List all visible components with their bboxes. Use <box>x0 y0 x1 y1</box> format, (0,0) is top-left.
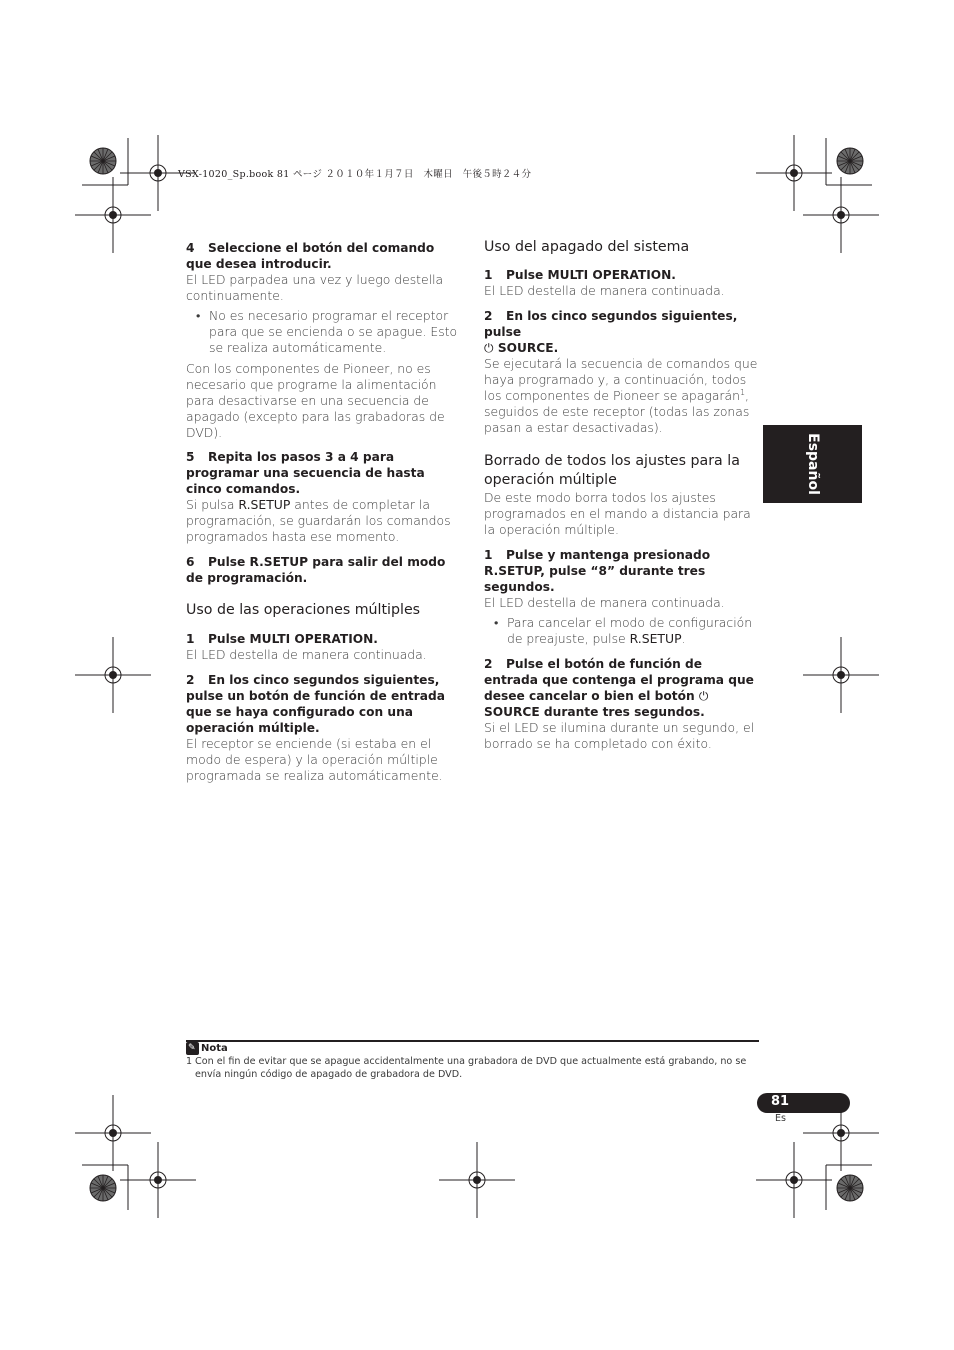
step-4-paragraph: Con los componentes de Pioneer, no es necesario que programe la alimentación para desactivarse en una secuencia de apagado (excepto para las grabadoras de DVD). <box>186 361 445 440</box>
registration-mark <box>803 177 879 253</box>
clear-step-1-body: El LED destella de manera continuada. <box>484 595 725 610</box>
print-header: VSX-1020_Sp.book 81 ページ ２０１０年１月７日 木曜日 午後５時２４分 <box>178 169 532 180</box>
off-step-2-body: Se ejecutará la secuencia de comandos que haya programado y, a continuación, todos los componentes de Pioneer se apagarán$^1$, seguidos de este receptor (todas las zonas pasan a estar desactivadas). <box>484 356 758 435</box>
note-divider <box>186 1040 759 1042</box>
heading-system-off: Uso del apagado del sistema <box>484 239 690 255</box>
page-language: Es <box>775 1113 786 1124</box>
left-column <box>186 240 461 784</box>
off-step-1-title: 1 Pulse MULTI OPERATION. <box>484 268 676 282</box>
off-step-2-title: 2 En los cinco segundos siguientes, pulse ⏻ SOURCE. <box>484 309 738 355</box>
star-target-top-right <box>837 148 863 174</box>
footnote: 1 Con el fin de evitar que se apague accidentalmente una grabadora de DVD que actualmente está grabando, no se envía ningún código de apagado de grabadora de DVD. <box>186 1056 747 1080</box>
step-4-body: El LED parpadea una vez y luego destella continuamente. <box>186 272 444 303</box>
heading-multi-operation: Uso de las operaciones múltiples <box>186 602 421 618</box>
clear-step-2-title: 2 Pulse el botón de función de entrada que contenga el programa que desee cancelar o bien el botón ⏻ SOURCE durante tres segundos. <box>484 657 754 719</box>
off-step-1-body: El LED destella de manera continuada. <box>484 283 725 298</box>
footnote-ref: 1 <box>739 387 746 397</box>
power-icon: ⏻ <box>698 689 709 703</box>
language-tab <box>763 425 862 503</box>
pencil-note-icon <box>186 1042 199 1055</box>
page-number-badge <box>757 1093 850 1113</box>
star-target-bottom-right <box>837 1175 863 1201</box>
language-tab-label: Español <box>804 433 821 495</box>
clear-step-1-bullet: • Para cancelar el modo de configuración de preajuste, pulse R.SETUP. <box>494 615 753 646</box>
star-target-bottom-left <box>90 1175 116 1201</box>
step-5-body: Si pulsa R.SETUP antes de completar la programación, se guardarán los comandos programados hasta ese momento. <box>186 497 451 544</box>
registration-mark <box>756 1142 832 1218</box>
page-number: 81 <box>771 1094 790 1109</box>
star-target-top-left <box>90 148 116 174</box>
step-5-title: 5 Repita los pasos 3 a 4 para programar una secuencia de hasta cinco comandos. <box>186 450 425 496</box>
right-column <box>484 238 759 752</box>
registration-mark <box>120 1142 196 1218</box>
power-icon: ⏻ <box>484 341 494 355</box>
registration-mark <box>75 177 151 253</box>
multi-step-1-title: 1 Pulse MULTI OPERATION. <box>186 632 378 646</box>
registration-mark <box>756 135 832 211</box>
step-4-bullet: • No es necesario programar el receptor para que se encienda o se apague. Esto se realiza automáticamente. <box>196 308 458 355</box>
multi-step-2-body: El receptor se enciende (si estaba en el modo de espera) y la operación múltiple programada se realiza automáticamente. <box>186 736 443 783</box>
clear-intro: De este modo borra todos los ajustes programados en el mando a distancia para la operación múltiple. <box>484 490 751 537</box>
clear-step-1-title: 1 Pulse y mantenga presionado R.SETUP, pulse “8” durante tres segundos. <box>484 548 711 594</box>
multi-step-1-body: El LED destella de manera continuada. <box>186 647 427 662</box>
registration-mark <box>803 637 879 713</box>
clear-step-2-body: Si el LED se ilumina durante un segundo, el borrado se ha completado con éxito. <box>484 720 755 751</box>
registration-mark <box>75 1095 151 1171</box>
step-6-title: 6 Pulse R.SETUP para salir del modo de programación. <box>186 555 446 585</box>
step-4-title: 4 Seleccione el botón del comando que desea introducir. <box>186 241 435 271</box>
multi-step-2-title: 2 En los cinco segundos siguientes, pulse un botón de función de entrada que se haya configurado con una operación múltiple. <box>186 673 445 735</box>
registration-mark <box>439 1142 515 1218</box>
heading-clear-settings: Borrado de todos los ajustes para la operación múltiple <box>484 453 740 488</box>
note-title: ✎ Nota <box>186 1042 228 1055</box>
registration-mark <box>75 637 151 713</box>
